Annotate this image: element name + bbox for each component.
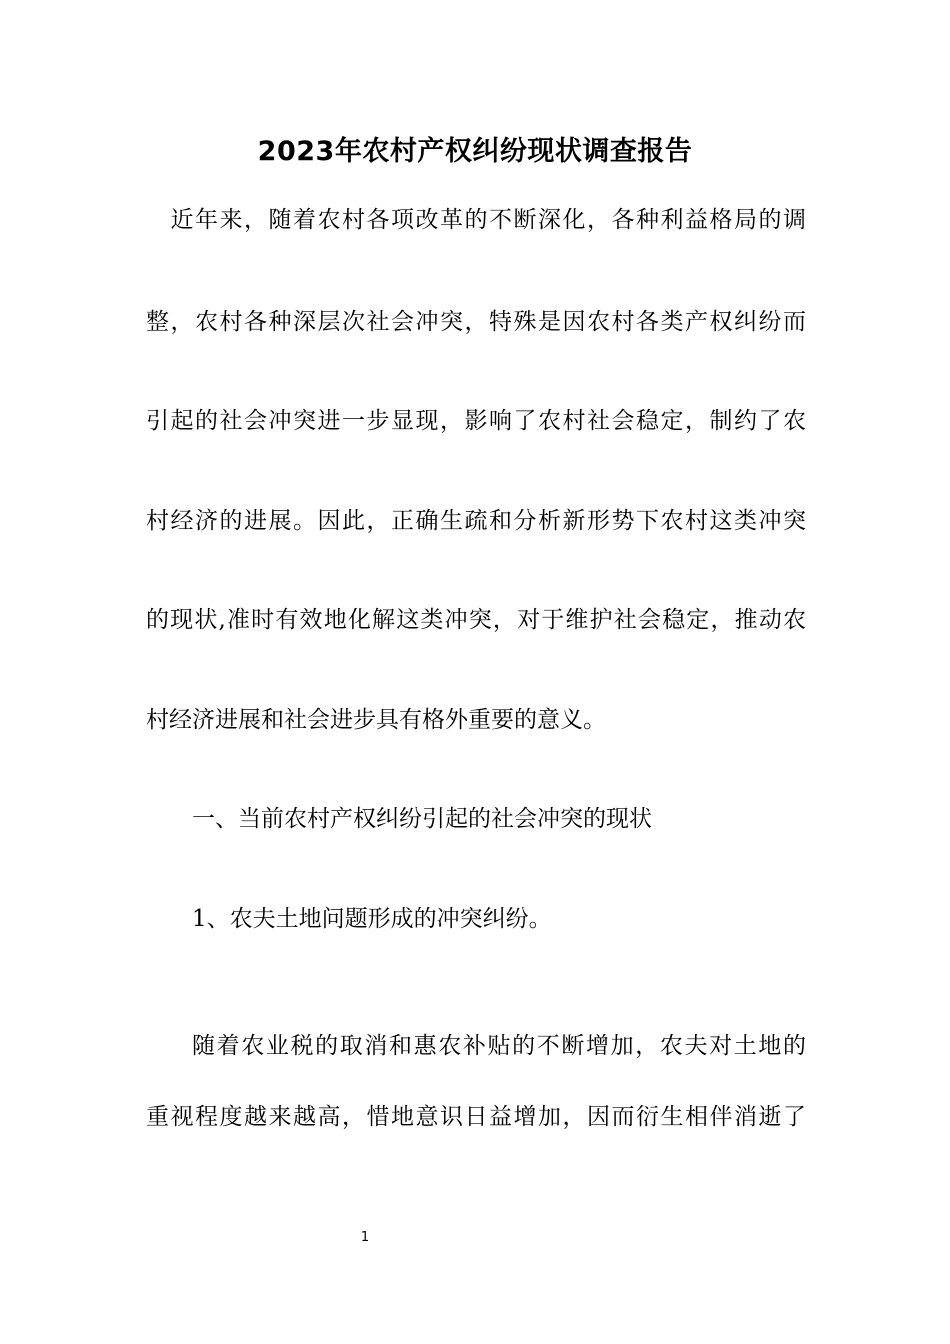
paragraph-line: 的现状,准时有效地化解这类冲突，对于维护社会稳定，推动农 [146, 607, 806, 633]
paragraph-line: 村经济的进展。因此，正确生疏和分析新形势下农村这类冲突 [146, 508, 806, 534]
paragraph-line: 近年来，随着农村各项改革的不断深化，各种利益格局的调 [146, 207, 806, 233]
subsection-heading: 1、农夫土地问题形成的冲突纠纷。 [192, 906, 552, 932]
page-number: 1 [360, 1230, 370, 1245]
paragraph-line: 引起的社会冲突进一步显现，影响了农村社会稳定，制约了农 [146, 408, 806, 434]
paragraph-line: 重视程度越来越高，惜地意识日益增加，因而衍生相伴消逝了 [146, 1104, 806, 1130]
paragraph-line: 村经济进展和社会进步具有格外重要的意义。 [146, 707, 606, 733]
paragraph-line: 整，农村各种深层次社会冲突，特殊是因农村各类产权纠纷而 [146, 309, 806, 335]
section-heading: 一、当前农村产权纠纷引起的社会冲突的现状 [192, 806, 652, 832]
document-title: 2023年农村产权纠纷现状调查报告 [257, 136, 693, 167]
paragraph-line: 随着农业税的取消和惠农补贴的不断增加，农夫对土地的 [192, 1033, 806, 1059]
